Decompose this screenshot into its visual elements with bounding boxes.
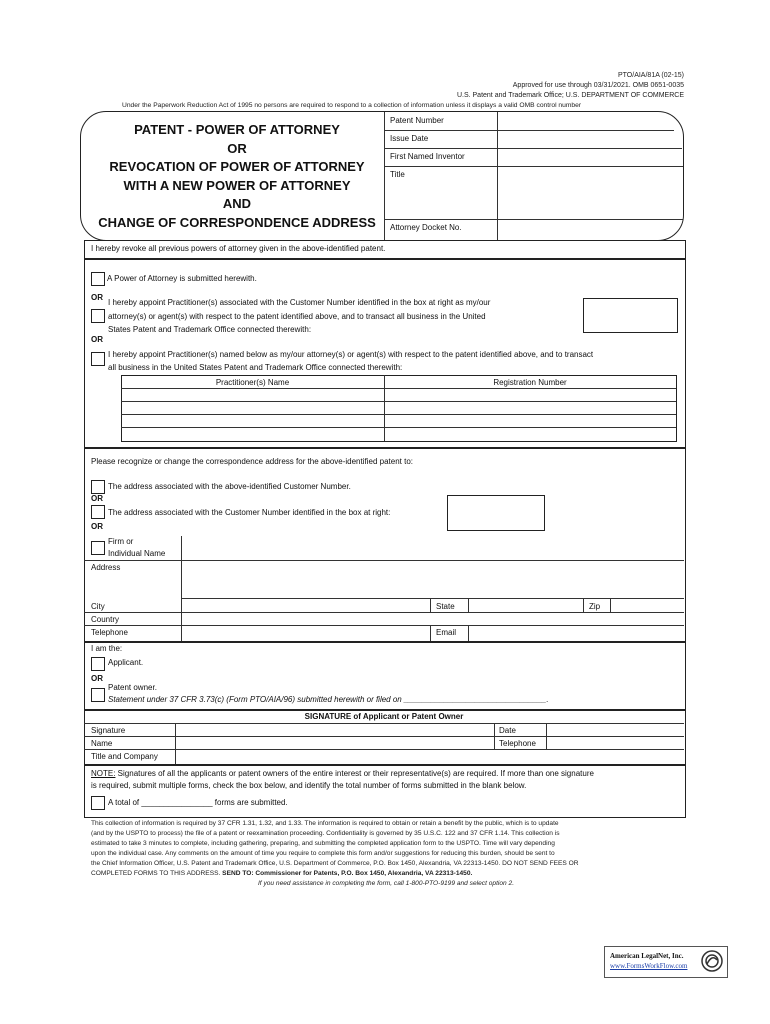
company-url[interactable]: www.FormsWorkFlow.com bbox=[610, 962, 688, 970]
firm-label-2: Individual Name bbox=[108, 549, 166, 558]
revoke-text: I hereby revoke all previous powers of attorney given in the above-identified patent. bbox=[91, 244, 386, 253]
address-label: Address bbox=[91, 563, 121, 572]
practitioner-name-header: Practitioner(s) Name bbox=[215, 378, 290, 387]
multiple-forms-checkbox[interactable] bbox=[91, 796, 105, 810]
email-field[interactable] bbox=[470, 626, 682, 639]
correspondence-intro: Please recognize or change the correspondence address for the above-identified patent to: bbox=[91, 457, 413, 466]
corr-grid-line bbox=[583, 598, 584, 612]
note-label: NOTE: bbox=[91, 769, 116, 778]
appoint-customer-text-3: States Patent and Trademark Office connected therewith: bbox=[108, 325, 312, 334]
or-label: OR bbox=[91, 674, 103, 683]
practitioner-row[interactable] bbox=[122, 389, 675, 401]
corr-customer-number-input[interactable] bbox=[447, 495, 545, 531]
practitioner-row[interactable] bbox=[122, 402, 675, 414]
firm-name-field[interactable] bbox=[182, 537, 682, 559]
or-label: OR bbox=[91, 335, 103, 344]
appoint-customer-text-1: I hereby appoint Practitioner(s) associated with the Customer Number identified in the box at right as my/our bbox=[108, 298, 491, 307]
issue-date-label: Issue Date bbox=[390, 134, 429, 143]
date-field[interactable] bbox=[547, 724, 683, 736]
corr-grid-line bbox=[181, 598, 684, 599]
sig-telephone-label: Telephone bbox=[499, 739, 536, 748]
applicant-text: Applicant. bbox=[108, 658, 144, 667]
firm-label-1: Firm or bbox=[108, 537, 134, 546]
zip-label: Zip bbox=[589, 602, 601, 611]
or-label: OR bbox=[91, 293, 103, 302]
patent-number-field[interactable] bbox=[499, 113, 675, 129]
form-id: PTO/AIA/81A (02-15) bbox=[617, 72, 684, 79]
appoint-customer-text-2: attorney(s) or agent(s) with respect to the patent identified above, and to transact all business in the United bbox=[108, 312, 486, 321]
practitioner-row[interactable] bbox=[122, 415, 675, 427]
date-label: Date bbox=[499, 726, 516, 735]
docket-label: Attorney Docket No. bbox=[390, 223, 462, 232]
id-grid-mid bbox=[497, 112, 498, 240]
or-label: OR bbox=[91, 494, 103, 503]
corr-grid-line bbox=[610, 598, 611, 612]
name-field[interactable] bbox=[176, 737, 493, 749]
title-field[interactable] bbox=[499, 167, 681, 218]
seal-icon bbox=[701, 950, 723, 972]
issue-date-field[interactable] bbox=[499, 131, 681, 147]
or-label: OR bbox=[91, 522, 103, 531]
burden-statement: This collection of information is required by 37 CFR 1.31, 1.32, and 1.33. The information is required to obtain or retain a benefit by the public, which is to update (and by the USPTO to process) the file of a patent or reexamination proceeding. Confidentiality is governed by 35 U.S.C. 122 and 37 CFR 1.14. This collection is estimated to take 3 minutes to complete, including gathering, preparing, and submitting the completed application form to the USPTO. Time will vary depending upon the individual case. Any comments on the amount of time you require to complete this form and/or suggestions for reducing this burden, should be sent to the Chief Information Officer, U.S. Patent and Trademark Office, U.S. Department of Commerce, P.O. Box 1450, Alexandria, VA 22313-1450. DO NOT SEND FEES OR COMPLETED FORMS TO THIS ADDRESS. SEND TO: Commissioner for Patents, P.O. Box 1450, Alexandria, VA 22313-1450. If you need assistance in completing the form, call 1-800-PTO-9199 and select option 2. bbox=[91, 820, 579, 887]
signature-label: Signature bbox=[91, 726, 126, 735]
telephone-label: Telephone bbox=[91, 628, 128, 637]
i-am-label: I am the: bbox=[91, 644, 123, 653]
title-company-label: Title and Company bbox=[91, 752, 158, 761]
appoint-named-checkbox[interactable] bbox=[91, 352, 105, 366]
firm-checkbox[interactable] bbox=[91, 541, 105, 555]
applicant-checkbox[interactable] bbox=[91, 657, 105, 671]
city-label: City bbox=[91, 602, 105, 611]
docket-field[interactable] bbox=[499, 220, 674, 238]
corr-customer-number-text: The address associated with the above-identified Customer Number. bbox=[108, 482, 351, 491]
signature-heading: SIGNATURE of Applicant or Patent Owner bbox=[304, 712, 464, 721]
form-title: PATENT - POWER OF ATTORNEY OR REVOCATION OF POWER OF ATTORNEY WITH A NEW POWER OF ATTORNEY AND CHANGE OF CORRESPONDENCE ADDRESS bbox=[98, 122, 376, 230]
total-forms-text: A total of ________________ forms are submitted. bbox=[108, 798, 288, 807]
patent-number-label: Patent Number bbox=[390, 116, 444, 125]
poa-submitted-checkbox[interactable] bbox=[91, 272, 105, 286]
zip-field[interactable] bbox=[612, 599, 682, 612]
patent-owner-text: Patent owner. bbox=[108, 683, 157, 692]
state-field[interactable] bbox=[470, 599, 582, 612]
footer-logo bbox=[604, 946, 728, 978]
address-field[interactable] bbox=[182, 561, 682, 598]
sig-telephone-field[interactable] bbox=[547, 737, 683, 749]
appoint-named-text-1: I hereby appoint Practitioner(s) named below as my/our attorney(s) or agent(s) with respect to the patent identified above, and to transact bbox=[108, 350, 594, 359]
email-label: Email bbox=[436, 628, 457, 637]
first-inventor-label: First Named Inventor bbox=[390, 152, 465, 161]
poa-customer-number-input[interactable] bbox=[583, 298, 678, 333]
country-field[interactable] bbox=[182, 613, 682, 625]
statement-text: Statement under 37 CFR 3.73(c) (Form PTO/AIA/96) submitted herewith or filed on ________________________________. bbox=[108, 695, 549, 704]
poa-submitted-text: A Power of Attorney is submitted herewith. bbox=[107, 274, 257, 283]
name-label: Name bbox=[91, 739, 113, 748]
corr-grid-line bbox=[430, 598, 431, 612]
signature-field[interactable] bbox=[176, 724, 493, 736]
first-inventor-field[interactable] bbox=[499, 149, 681, 165]
sig-grid-line bbox=[494, 723, 495, 749]
title-label: Title bbox=[390, 170, 405, 179]
appoint-customer-number-checkbox[interactable] bbox=[91, 309, 105, 323]
telephone-field[interactable] bbox=[182, 626, 429, 639]
approval-line: Approved for use through 03/31/2021. OMB 0651-0035 bbox=[512, 82, 684, 89]
corr-customer-box-text: The address associated with the Customer Number identified in the box at right: bbox=[108, 508, 391, 517]
company-name: American LegalNet, Inc. bbox=[610, 952, 684, 960]
country-label: Country bbox=[91, 615, 120, 624]
registration-number-header: Registration Number bbox=[493, 378, 567, 387]
corr-grid-line bbox=[84, 625, 684, 626]
id-grid-left bbox=[384, 112, 385, 240]
corr-grid-line bbox=[84, 612, 684, 613]
corr-customer-number-checkbox[interactable] bbox=[91, 480, 105, 494]
title-company-field[interactable] bbox=[176, 750, 683, 763]
state-label: State bbox=[436, 602, 455, 611]
corr-grid-line bbox=[468, 598, 469, 612]
note-line-2: is required, submit multiple forms, check the box below, and identify the total number of forms submitted in the blank below. bbox=[91, 781, 527, 790]
practitioner-row[interactable] bbox=[122, 428, 675, 440]
corr-grid-line bbox=[84, 560, 684, 561]
city-field[interactable] bbox=[182, 599, 429, 612]
agency-line: U.S. Patent and Trademark Office; U.S. DEPARTMENT OF COMMERCE bbox=[456, 92, 684, 99]
note-line-1 bbox=[91, 769, 594, 779]
note-text-1: Signatures of all the applicants or patent owners of the entire interest or their representative(s) are required. If more than one signature bbox=[115, 769, 594, 778]
corr-grid-line bbox=[468, 625, 469, 641]
corr-customer-box-checkbox[interactable] bbox=[91, 505, 105, 519]
appoint-named-text-2: all business in the United States Patent and Trademark Office connected therewith: bbox=[108, 363, 403, 372]
patent-owner-checkbox[interactable] bbox=[91, 688, 105, 702]
corr-grid-line bbox=[430, 625, 431, 641]
paperwork-notice: Under the Paperwork Reduction Act of 1995 no persons are required to respond to a collection of information unless it displays a valid OMB control number bbox=[122, 102, 582, 109]
